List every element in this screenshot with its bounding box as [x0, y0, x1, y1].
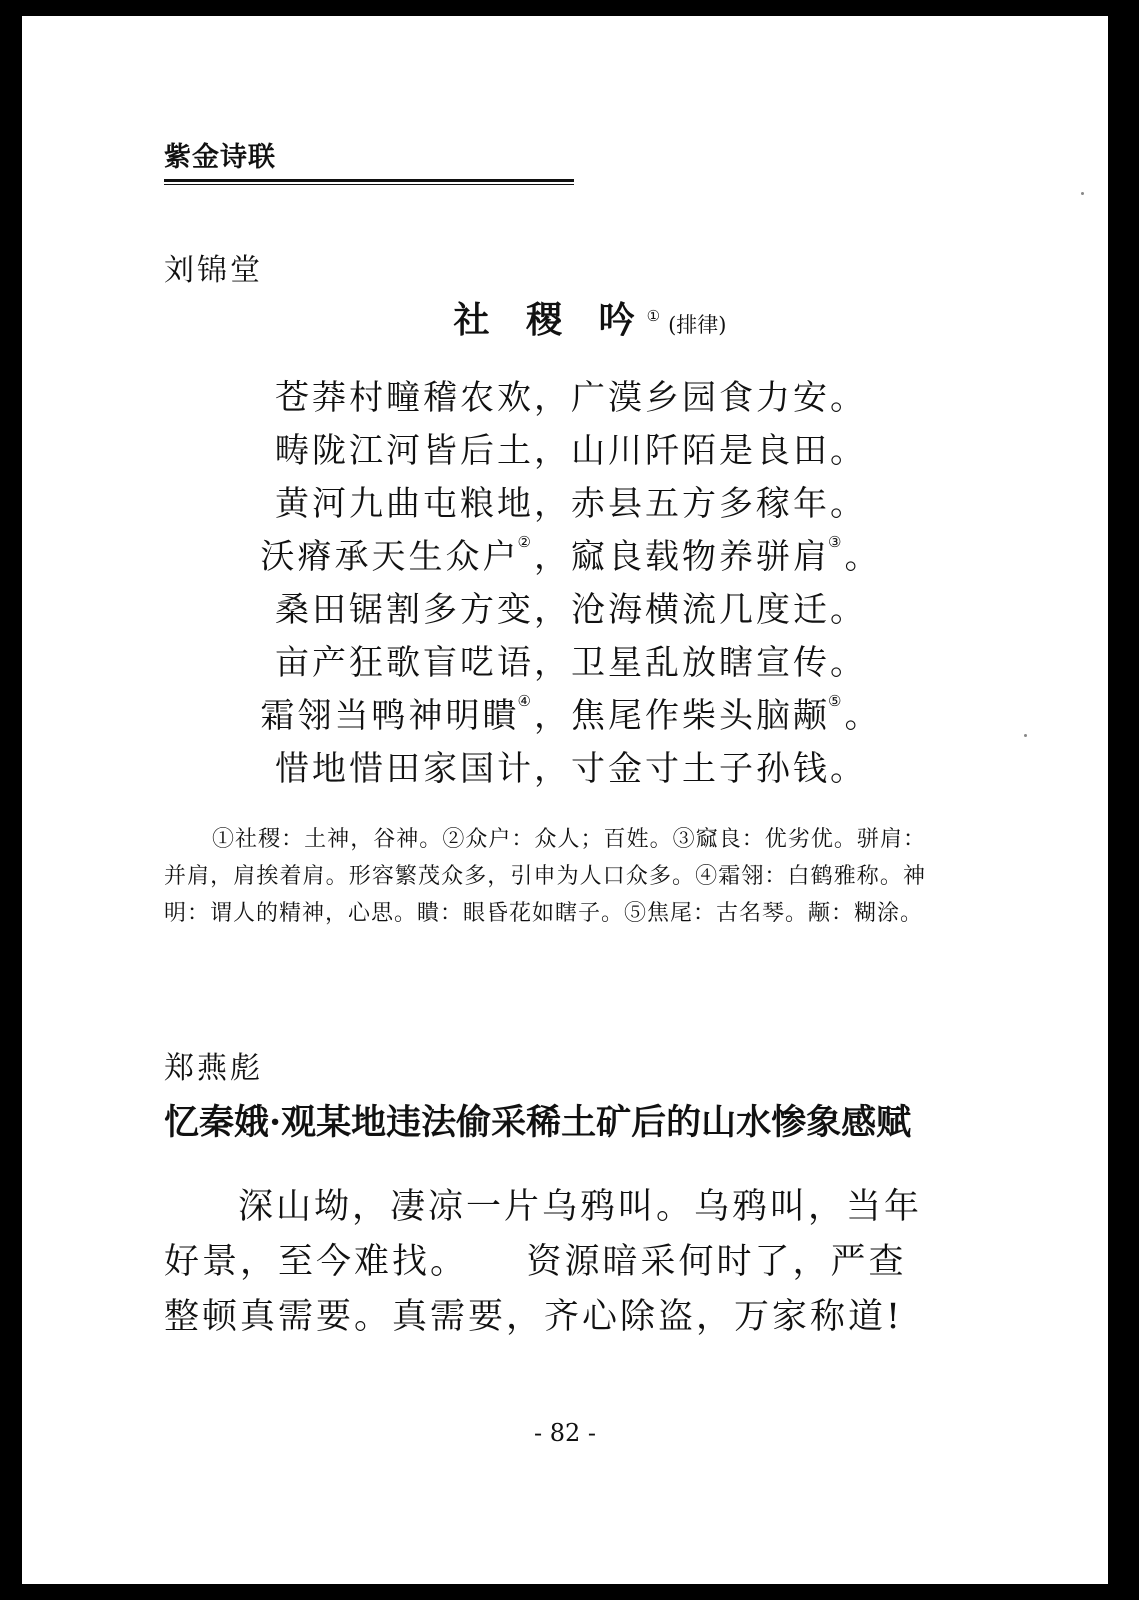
note-mark: ⑤ — [828, 692, 845, 710]
poem-line — [22, 690, 1108, 743]
poem-line-part: ，窳良载物养骈肩 — [534, 537, 830, 577]
poem-line: 黄河九曲屯粮地，赤县五方多稼年。 — [275, 484, 867, 524]
poem1-title-note-mark: ① — [646, 307, 661, 325]
poem1-author: 刘锦堂 — [164, 253, 263, 288]
poem-line-part: 霜翎当鸭神明瞶 — [260, 696, 520, 736]
note-mark: ④ — [517, 692, 534, 710]
header-rule-thin — [164, 184, 574, 185]
note-mark: ③ — [828, 533, 845, 551]
poem-line — [22, 531, 1108, 584]
poem2-verse: 深山坳，凄凉一片乌鸦叫。乌鸦叫，当年好景，至今难找。 资源暗采何时了，严查整顿真需要。真需要，齐心除盗，万家称道! — [164, 1187, 923, 1337]
poem-line: 亩产狂歌盲呓语，卫星乱放瞎宣传。 — [275, 643, 867, 683]
poem-line: 畴陇江河皆后土，山川阡陌是良田。 — [275, 431, 867, 471]
poem1-subtitle: (排律) — [668, 313, 727, 337]
poem1-notes: ①社稷：土神，谷神。②众户：众人；百姓。③窳良：优劣优。骈肩：并肩，肩挨着肩。形容繁茂众多，引申为人口众多。④霜翎：白鹤雅称。神明：谓人的精神，心思。瞶：眼昏花如瞎子。⑤焦尾：古名琴。颟：糊涂。 — [164, 827, 926, 926]
poem1-title — [22, 298, 1108, 349]
poem2-title: 忆秦娥·观某地违法偷采稀土矿后的山水惨象感赋 — [164, 1102, 912, 1143]
running-header — [164, 142, 574, 187]
scan-speck — [1024, 734, 1027, 737]
page-number: - 82 - — [533, 1419, 596, 1447]
poem2-author: 郑燕彪 — [164, 1051, 263, 1086]
scan-speck — [1081, 192, 1084, 195]
header-rule-thick — [164, 179, 574, 182]
note-mark: ② — [517, 533, 534, 551]
poem-line: 苍莽村疃稽农欢，广漠乡园食力安。 — [275, 378, 867, 418]
poem-line-part: 。 — [844, 537, 882, 577]
poem1-title-text: 社 稷 吟 — [453, 299, 647, 341]
poem-line: 惜地惜田家国计，寸金寸土子孙钱。 — [275, 749, 867, 789]
poem-line: 桑田锯割多方变，沧海横流几度迁。 — [275, 590, 867, 630]
poem1-body — [22, 372, 1108, 796]
poem-line-part: 沃瘠承天生众户 — [260, 537, 520, 577]
header-title: 紫金诗联 — [164, 142, 276, 173]
poem-line-part: ，焦尾作柴头脑颟 — [534, 696, 830, 736]
poem-line-part: 。 — [844, 696, 882, 736]
page — [22, 16, 1108, 1584]
